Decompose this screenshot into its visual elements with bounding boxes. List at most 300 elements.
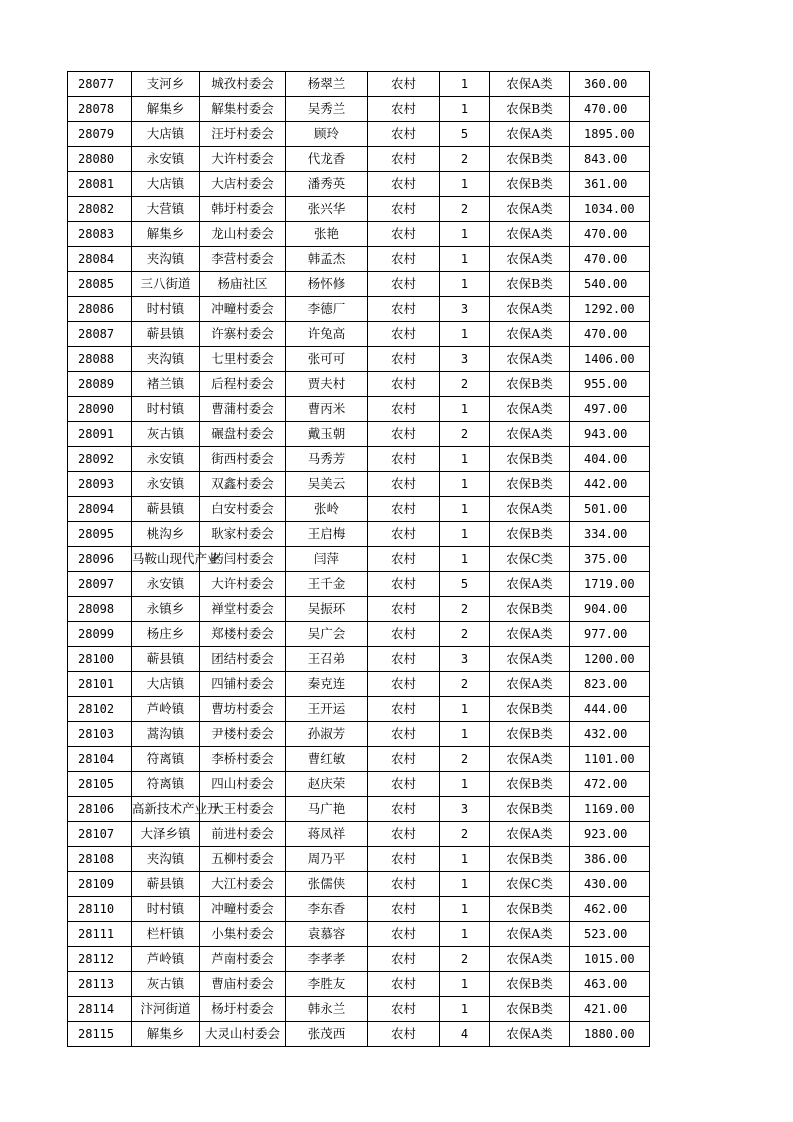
village-cell: 七里村委会 [200, 347, 286, 372]
town-cell: 永安镇 [132, 147, 200, 172]
area-type-cell: 农村 [368, 322, 440, 347]
record-id-cell: 28080 [68, 147, 132, 172]
village-cell: 芦南村委会 [200, 947, 286, 972]
village-cell: 前进村委会 [200, 822, 286, 847]
amount-cell: 1406.00 [570, 347, 650, 372]
amount-cell: 823.00 [570, 672, 650, 697]
amount-cell: 523.00 [570, 922, 650, 947]
amount-cell: 386.00 [570, 847, 650, 872]
person-name-cell: 许兔高 [286, 322, 368, 347]
amount-cell: 432.00 [570, 722, 650, 747]
town-cell: 汴河街道 [132, 997, 200, 1022]
area-type-cell: 农村 [368, 447, 440, 472]
household-count-cell: 3 [440, 347, 490, 372]
person-name-cell: 张可可 [286, 347, 368, 372]
person-name-cell: 李德厂 [286, 297, 368, 322]
amount-cell: 470.00 [570, 247, 650, 272]
record-id-cell: 28102 [68, 697, 132, 722]
person-name-cell: 戴玉朝 [286, 422, 368, 447]
area-type-cell: 农村 [368, 347, 440, 372]
record-id-cell: 28084 [68, 247, 132, 272]
area-type-cell: 农村 [368, 972, 440, 997]
amount-cell: 360.00 [570, 72, 650, 97]
amount-cell: 1015.00 [570, 947, 650, 972]
insurance-category-cell: 农保B类 [490, 897, 570, 922]
insurance-category-cell: 农保A类 [490, 297, 570, 322]
table-row [68, 497, 650, 522]
insurance-category-cell: 农保A类 [490, 822, 570, 847]
village-cell: 龙山村委会 [200, 222, 286, 247]
town-cell: 符离镇 [132, 747, 200, 772]
record-id-cell: 28098 [68, 597, 132, 622]
town-cell: 夹沟镇 [132, 347, 200, 372]
insurance-category-cell: 农保C类 [490, 547, 570, 572]
area-type-cell: 农村 [368, 422, 440, 447]
area-type-cell: 农村 [368, 372, 440, 397]
insurance-category-cell: 农保A类 [490, 922, 570, 947]
area-type-cell: 农村 [368, 747, 440, 772]
area-type-cell: 农村 [368, 72, 440, 97]
insurance-category-cell: 农保A类 [490, 747, 570, 772]
insurance-category-cell: 农保A类 [490, 122, 570, 147]
person-name-cell: 王召弟 [286, 647, 368, 672]
town-cell: 蒿沟镇 [132, 722, 200, 747]
table-row [68, 522, 650, 547]
person-name-cell: 张岭 [286, 497, 368, 522]
village-cell: 曹坊村委会 [200, 697, 286, 722]
table-row [68, 472, 650, 497]
amount-cell: 904.00 [570, 597, 650, 622]
village-cell: 大灵山村委会 [200, 1022, 286, 1047]
household-count-cell: 1 [440, 547, 490, 572]
town-cell: 永安镇 [132, 472, 200, 497]
area-type-cell: 农村 [368, 672, 440, 697]
record-id-cell: 28095 [68, 522, 132, 547]
area-type-cell: 农村 [368, 622, 440, 647]
record-id-cell: 28078 [68, 97, 132, 122]
person-name-cell: 王千金 [286, 572, 368, 597]
person-name-cell: 代龙香 [286, 147, 368, 172]
household-count-cell: 2 [440, 672, 490, 697]
table-row [68, 997, 650, 1022]
household-count-cell: 4 [440, 1022, 490, 1047]
record-id-cell: 28083 [68, 222, 132, 247]
insurance-category-cell: 农保A类 [490, 247, 570, 272]
person-name-cell: 吴美云 [286, 472, 368, 497]
amount-cell: 843.00 [570, 147, 650, 172]
record-id-cell: 28094 [68, 497, 132, 522]
village-cell: 郑楼村委会 [200, 622, 286, 647]
record-id-cell: 28101 [68, 672, 132, 697]
table-row [68, 372, 650, 397]
insurance-category-cell: 农保B类 [490, 172, 570, 197]
area-type-cell: 农村 [368, 872, 440, 897]
insurance-category-cell: 农保C类 [490, 872, 570, 897]
area-type-cell: 农村 [368, 947, 440, 972]
table-row [68, 247, 650, 272]
town-cell: 时村镇 [132, 897, 200, 922]
household-count-cell: 2 [440, 197, 490, 222]
household-count-cell: 1 [440, 922, 490, 947]
village-cell: 大许村委会 [200, 572, 286, 597]
person-name-cell: 张茂西 [286, 1022, 368, 1047]
person-name-cell: 杨怀修 [286, 272, 368, 297]
town-cell: 灰古镇 [132, 972, 200, 997]
area-type-cell: 农村 [368, 122, 440, 147]
insurance-category-cell: 农保B类 [490, 272, 570, 297]
town-cell: 蕲县镇 [132, 647, 200, 672]
area-type-cell: 农村 [368, 172, 440, 197]
person-name-cell: 王开运 [286, 697, 368, 722]
household-count-cell: 1 [440, 447, 490, 472]
amount-cell: 497.00 [570, 397, 650, 422]
table-row [68, 297, 650, 322]
village-cell: 碾盘村委会 [200, 422, 286, 447]
town-cell: 杨庄乡 [132, 622, 200, 647]
record-id-cell: 28092 [68, 447, 132, 472]
record-id-cell: 28104 [68, 747, 132, 772]
record-id-cell: 28085 [68, 272, 132, 297]
amount-cell: 470.00 [570, 322, 650, 347]
person-name-cell: 孙淑芳 [286, 722, 368, 747]
area-type-cell: 农村 [368, 247, 440, 272]
household-count-cell: 1 [440, 997, 490, 1022]
person-name-cell: 吴广会 [286, 622, 368, 647]
area-type-cell: 农村 [368, 197, 440, 222]
town-cell: 芦岭镇 [132, 947, 200, 972]
amount-cell: 421.00 [570, 997, 650, 1022]
town-cell: 蕲县镇 [132, 322, 200, 347]
person-name-cell: 潘秀英 [286, 172, 368, 197]
person-name-cell: 张儒侠 [286, 872, 368, 897]
town-cell: 时村镇 [132, 397, 200, 422]
amount-cell: 1880.00 [570, 1022, 650, 1047]
household-count-cell: 1 [440, 522, 490, 547]
table-row [68, 922, 650, 947]
town-cell: 大店镇 [132, 172, 200, 197]
household-count-cell: 2 [440, 947, 490, 972]
household-count-cell: 3 [440, 797, 490, 822]
area-type-cell: 农村 [368, 597, 440, 622]
household-count-cell: 2 [440, 822, 490, 847]
table-row [68, 722, 650, 747]
village-cell: 耿家村委会 [200, 522, 286, 547]
record-id-cell: 28087 [68, 322, 132, 347]
household-count-cell: 1 [440, 172, 490, 197]
village-cell: 城孜村委会 [200, 72, 286, 97]
town-cell: 桃沟乡 [132, 522, 200, 547]
record-id-cell: 28088 [68, 347, 132, 372]
person-name-cell: 闫萍 [286, 547, 368, 572]
record-id-cell: 28105 [68, 772, 132, 797]
person-name-cell: 王启梅 [286, 522, 368, 547]
household-count-cell: 1 [440, 222, 490, 247]
amount-cell: 470.00 [570, 97, 650, 122]
area-type-cell: 农村 [368, 1022, 440, 1047]
village-cell: 团结村委会 [200, 647, 286, 672]
table-row [68, 972, 650, 997]
area-type-cell: 农村 [368, 722, 440, 747]
household-count-cell: 1 [440, 772, 490, 797]
insurance-category-cell: 农保A类 [490, 347, 570, 372]
table-row [68, 747, 650, 772]
household-count-cell: 2 [440, 597, 490, 622]
table-row [68, 572, 650, 597]
amount-cell: 462.00 [570, 897, 650, 922]
amount-cell: 1169.00 [570, 797, 650, 822]
household-count-cell: 1 [440, 497, 490, 522]
household-count-cell: 1 [440, 872, 490, 897]
household-count-cell: 3 [440, 297, 490, 322]
amount-cell: 334.00 [570, 522, 650, 547]
table-row [68, 222, 650, 247]
table-row [68, 447, 650, 472]
record-id-cell: 28090 [68, 397, 132, 422]
insurance-category-cell: 农保A类 [490, 1022, 570, 1047]
table-row [68, 1022, 650, 1047]
town-cell: 时村镇 [132, 297, 200, 322]
table-row [68, 822, 650, 847]
village-cell: 曹庙村委会 [200, 972, 286, 997]
household-count-cell: 1 [440, 97, 490, 122]
town-cell: 夹沟镇 [132, 847, 200, 872]
village-cell: 后程村委会 [200, 372, 286, 397]
area-type-cell: 农村 [368, 497, 440, 522]
insurance-category-cell: 农保A类 [490, 672, 570, 697]
area-type-cell: 农村 [368, 572, 440, 597]
person-name-cell: 李胜友 [286, 972, 368, 997]
assistance-table [67, 71, 650, 1047]
table-row [68, 847, 650, 872]
insurance-category-cell: 农保A类 [490, 572, 570, 597]
town-cell: 符离镇 [132, 772, 200, 797]
insurance-category-cell: 农保B类 [490, 697, 570, 722]
village-cell: 许寨村委会 [200, 322, 286, 347]
town-cell: 灰古镇 [132, 422, 200, 447]
person-name-cell: 袁慕容 [286, 922, 368, 947]
insurance-category-cell: 农保A类 [490, 422, 570, 447]
person-name-cell: 吴振环 [286, 597, 368, 622]
village-cell: 韩圩村委会 [200, 197, 286, 222]
amount-cell: 1034.00 [570, 197, 650, 222]
household-count-cell: 2 [440, 622, 490, 647]
insurance-category-cell: 农保B类 [490, 597, 570, 622]
household-count-cell: 1 [440, 322, 490, 347]
village-cell: 解集村委会 [200, 97, 286, 122]
table-row [68, 347, 650, 372]
village-cell: 冲疃村委会 [200, 897, 286, 922]
area-type-cell: 农村 [368, 147, 440, 172]
table-row [68, 172, 650, 197]
amount-cell: 375.00 [570, 547, 650, 572]
village-cell: 大王村委会 [200, 797, 286, 822]
insurance-category-cell: 农保B类 [490, 472, 570, 497]
person-name-cell: 贾夫村 [286, 372, 368, 397]
amount-cell: 943.00 [570, 422, 650, 447]
area-type-cell: 农村 [368, 647, 440, 672]
area-type-cell: 农村 [368, 997, 440, 1022]
town-cell: 解集乡 [132, 97, 200, 122]
record-id-cell: 28093 [68, 472, 132, 497]
record-id-cell: 28111 [68, 922, 132, 947]
insurance-category-cell: 农保A类 [490, 72, 570, 97]
area-type-cell: 农村 [368, 297, 440, 322]
insurance-category-cell: 农保B类 [490, 722, 570, 747]
insurance-category-cell: 农保B类 [490, 847, 570, 872]
amount-cell: 430.00 [570, 872, 650, 897]
town-cell: 解集乡 [132, 222, 200, 247]
person-name-cell: 韩永兰 [286, 997, 368, 1022]
amount-cell: 501.00 [570, 497, 650, 522]
person-name-cell: 张兴华 [286, 197, 368, 222]
table-row [68, 322, 650, 347]
amount-cell: 463.00 [570, 972, 650, 997]
table-row [68, 772, 650, 797]
village-cell: 药闫村委会 [200, 547, 286, 572]
person-name-cell: 马秀芳 [286, 447, 368, 472]
household-count-cell: 2 [440, 422, 490, 447]
record-id-cell: 28081 [68, 172, 132, 197]
household-count-cell: 1 [440, 247, 490, 272]
household-count-cell: 5 [440, 122, 490, 147]
person-name-cell: 周乃平 [286, 847, 368, 872]
area-type-cell: 农村 [368, 97, 440, 122]
village-cell: 小集村委会 [200, 922, 286, 947]
household-count-cell: 2 [440, 147, 490, 172]
person-name-cell: 杨翠兰 [286, 72, 368, 97]
record-id-cell: 28113 [68, 972, 132, 997]
record-id-cell: 28079 [68, 122, 132, 147]
household-count-cell: 1 [440, 272, 490, 297]
insurance-category-cell: 农保A类 [490, 197, 570, 222]
town-cell: 蕲县镇 [132, 497, 200, 522]
person-name-cell: 马广艳 [286, 797, 368, 822]
town-cell: 栏杆镇 [132, 922, 200, 947]
record-id-cell: 28114 [68, 997, 132, 1022]
insurance-category-cell: 农保A类 [490, 647, 570, 672]
amount-cell: 1101.00 [570, 747, 650, 772]
person-name-cell: 李孝孝 [286, 947, 368, 972]
area-type-cell: 农村 [368, 547, 440, 572]
record-id-cell: 28106 [68, 797, 132, 822]
table-row [68, 647, 650, 672]
household-count-cell: 1 [440, 847, 490, 872]
record-id-cell: 28077 [68, 72, 132, 97]
insurance-category-cell: 农保A类 [490, 222, 570, 247]
area-type-cell: 农村 [368, 272, 440, 297]
person-name-cell: 曹丙米 [286, 397, 368, 422]
town-cell: 大店镇 [132, 672, 200, 697]
village-cell: 杨圩村委会 [200, 997, 286, 1022]
insurance-category-cell: 农保B类 [490, 522, 570, 547]
record-id-cell: 28115 [68, 1022, 132, 1047]
village-cell: 杨庙社区 [200, 272, 286, 297]
amount-cell: 470.00 [570, 222, 650, 247]
town-cell: 永安镇 [132, 572, 200, 597]
village-cell: 大江村委会 [200, 872, 286, 897]
insurance-category-cell: 农保B类 [490, 372, 570, 397]
amount-cell: 444.00 [570, 697, 650, 722]
household-count-cell: 1 [440, 397, 490, 422]
insurance-category-cell: 农保B类 [490, 447, 570, 472]
record-id-cell: 28082 [68, 197, 132, 222]
village-cell: 汪圩村委会 [200, 122, 286, 147]
table-row [68, 597, 650, 622]
town-cell: 芦岭镇 [132, 697, 200, 722]
record-id-cell: 28110 [68, 897, 132, 922]
area-type-cell: 农村 [368, 847, 440, 872]
record-id-cell: 28096 [68, 547, 132, 572]
household-count-cell: 1 [440, 972, 490, 997]
amount-cell: 1895.00 [570, 122, 650, 147]
town-cell: 马鞍山现代产业 [132, 547, 200, 572]
town-cell: 永安镇 [132, 447, 200, 472]
amount-cell: 472.00 [570, 772, 650, 797]
table-row [68, 72, 650, 97]
table-row [68, 672, 650, 697]
village-cell: 冲疃村委会 [200, 297, 286, 322]
table-row [68, 147, 650, 172]
area-type-cell: 农村 [368, 922, 440, 947]
household-count-cell: 1 [440, 72, 490, 97]
table-row [68, 197, 650, 222]
person-name-cell: 吴秀兰 [286, 97, 368, 122]
person-name-cell: 曹红敏 [286, 747, 368, 772]
village-cell: 曹蒲村委会 [200, 397, 286, 422]
amount-cell: 361.00 [570, 172, 650, 197]
person-name-cell: 张艳 [286, 222, 368, 247]
person-name-cell: 秦克连 [286, 672, 368, 697]
household-count-cell: 1 [440, 697, 490, 722]
village-cell: 李桥村委会 [200, 747, 286, 772]
insurance-category-cell: 农保A类 [490, 947, 570, 972]
insurance-category-cell: 农保A类 [490, 497, 570, 522]
area-type-cell: 农村 [368, 397, 440, 422]
area-type-cell: 农村 [368, 797, 440, 822]
town-cell: 褚兰镇 [132, 372, 200, 397]
town-cell: 蕲县镇 [132, 872, 200, 897]
insurance-category-cell: 农保B类 [490, 997, 570, 1022]
amount-cell: 404.00 [570, 447, 650, 472]
record-id-cell: 28086 [68, 297, 132, 322]
village-cell: 四山村委会 [200, 772, 286, 797]
village-cell: 四铺村委会 [200, 672, 286, 697]
village-cell: 白安村委会 [200, 497, 286, 522]
table-body [68, 72, 650, 1047]
record-id-cell: 28097 [68, 572, 132, 597]
table-row [68, 122, 650, 147]
household-count-cell: 1 [440, 722, 490, 747]
insurance-category-cell: 农保A类 [490, 397, 570, 422]
record-id-cell: 28109 [68, 872, 132, 897]
village-cell: 双鑫村委会 [200, 472, 286, 497]
village-cell: 大许村委会 [200, 147, 286, 172]
person-name-cell: 韩孟杰 [286, 247, 368, 272]
table-row [68, 272, 650, 297]
amount-cell: 1719.00 [570, 572, 650, 597]
insurance-category-cell: 农保A类 [490, 622, 570, 647]
area-type-cell: 农村 [368, 822, 440, 847]
insurance-category-cell: 农保A类 [490, 322, 570, 347]
insurance-category-cell: 农保B类 [490, 972, 570, 997]
household-count-cell: 3 [440, 647, 490, 672]
record-id-cell: 28107 [68, 822, 132, 847]
area-type-cell: 农村 [368, 472, 440, 497]
area-type-cell: 农村 [368, 222, 440, 247]
insurance-category-cell: 农保B类 [490, 797, 570, 822]
household-count-cell: 5 [440, 572, 490, 597]
insurance-category-cell: 农保B类 [490, 97, 570, 122]
